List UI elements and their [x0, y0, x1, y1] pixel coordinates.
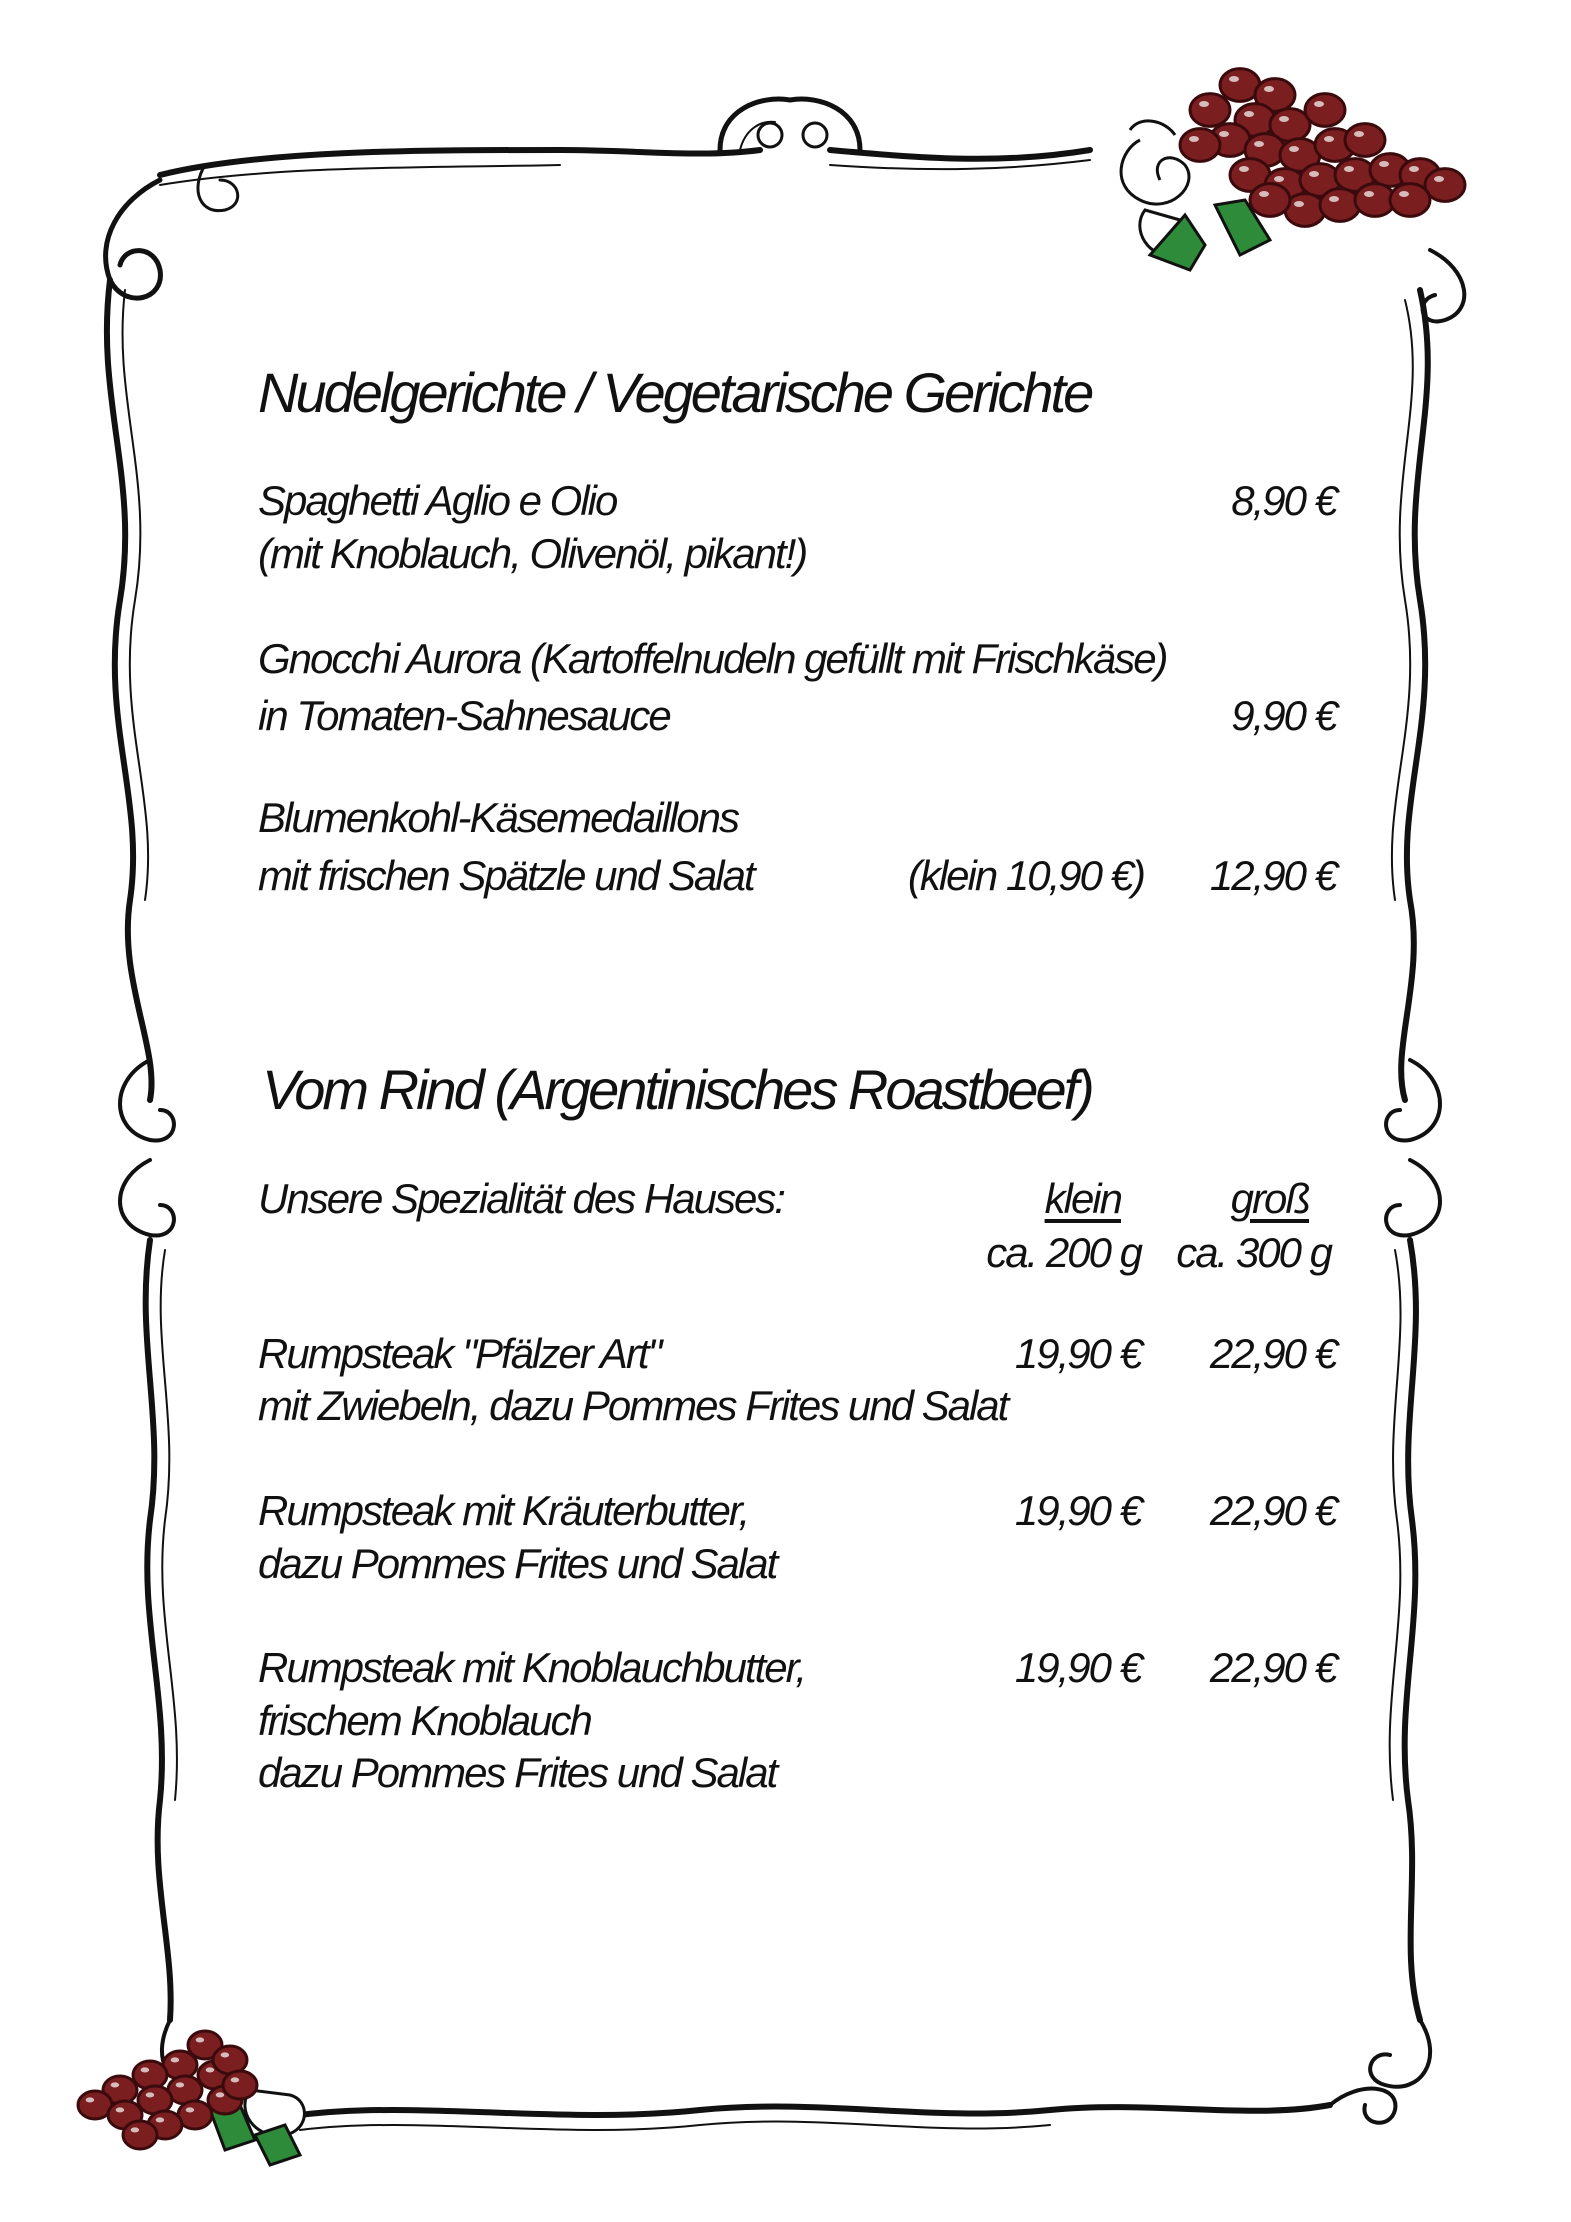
grape-highlight	[231, 2077, 240, 2082]
menu-item-price-small: 19,90 €	[1014, 1330, 1141, 1377]
grape-highlight	[1264, 86, 1274, 92]
menu-item-description: in Tomaten-Sahnesauce	[258, 692, 670, 739]
grape-highlight	[1254, 141, 1264, 147]
menu-item-name: Gnocchi Aurora (Kartoffelnudeln gefüllt mit Frischkäse)	[258, 635, 1167, 682]
grape-highlight	[131, 2127, 140, 2132]
grape-berry	[1180, 129, 1220, 162]
grape-highlight	[1314, 101, 1324, 107]
grape-highlight	[1274, 176, 1284, 182]
menu-item-description: dazu Pommes Frites und Salat	[258, 1749, 777, 1796]
menu-item-description: mit frischen Spätzle und Salat	[258, 852, 754, 899]
grape-highlight	[1354, 131, 1364, 137]
grape-highlight	[156, 2117, 165, 2122]
menu-item-price-large: 22,90 €	[1209, 1487, 1336, 1534]
grape-highlight	[146, 2092, 155, 2097]
grape-highlight	[1364, 191, 1374, 197]
menu-item-description: (mit Knoblauch, Olivenöl, pikant!)	[258, 530, 807, 577]
grape-highlight	[1279, 116, 1289, 122]
grape-highlight	[206, 2067, 215, 2072]
menu-item-description: mit Zwiebeln, dazu Pommes Frites und Salat	[258, 1382, 1008, 1429]
grape-highlight	[111, 2082, 120, 2087]
menu-item-price: 8,90 €	[1231, 477, 1336, 524]
grape-highlight	[186, 2107, 195, 2112]
grape-highlight	[1409, 166, 1419, 172]
grape-highlight	[1289, 146, 1299, 152]
grape-highlight	[1259, 191, 1269, 197]
grape-berry	[1190, 94, 1230, 127]
grape-highlight	[171, 2057, 180, 2062]
grape-berry	[1345, 124, 1385, 157]
grape-berry	[1390, 184, 1430, 217]
grape-highlight	[1309, 171, 1319, 177]
grape-highlight	[196, 2037, 205, 2042]
grape-highlight	[1239, 166, 1249, 172]
grape-cluster-icon	[78, 2031, 304, 2165]
grape-berry	[1305, 94, 1345, 127]
column-weight-small: ca. 200 g	[986, 1229, 1141, 1276]
menu-item-description: dazu Pommes Frites und Salat	[258, 1540, 777, 1587]
grape-highlight	[1329, 196, 1339, 202]
grape-highlight	[141, 2067, 150, 2072]
grape-cluster-icon	[1121, 69, 1465, 270]
section-heading-beef: Vom Rind (Argentinisches Roastbeef)	[262, 1058, 1092, 1121]
menu-item-price-large: 22,90 €	[1209, 1330, 1336, 1377]
grape-highlight	[1324, 136, 1334, 142]
grape-highlight	[221, 2052, 230, 2057]
menu-item-name: Spaghetti Aglio e Olio	[258, 477, 617, 524]
column-label-small: klein	[1044, 1175, 1121, 1222]
menu-item-name: Blumenkohl-Käsemedaillons	[258, 794, 738, 841]
menu-item-price-large: 22,90 €	[1209, 1644, 1336, 1691]
grape-highlight	[1189, 136, 1199, 142]
menu-item-name: Rumpsteak mit Knoblauchbutter,	[258, 1644, 805, 1691]
grape-highlight	[1434, 176, 1444, 182]
grape-highlight	[116, 2107, 125, 2112]
grape-highlight	[1199, 101, 1209, 107]
grape-berry	[223, 2071, 257, 2099]
column-weight-large: ca. 300 g	[1176, 1229, 1331, 1276]
grape-highlight	[1219, 131, 1229, 137]
menu-item-description: frischem Knoblauch	[258, 1697, 591, 1744]
grape-highlight	[86, 2097, 95, 2102]
grape-berry	[1250, 184, 1290, 217]
grape-highlight	[1294, 201, 1304, 207]
grape-highlight	[1379, 161, 1389, 167]
grape-berry	[123, 2121, 157, 2149]
grape-highlight	[1244, 111, 1254, 117]
grape-highlight	[176, 2082, 185, 2087]
menu-item-price-small: 19,90 €	[1014, 1487, 1141, 1534]
menu-item-name: Rumpsteak mit Kräuterbutter,	[258, 1487, 749, 1534]
grape-berry	[1320, 189, 1360, 222]
grape-highlight	[1344, 166, 1354, 172]
menu-item-price-small: 19,90 €	[1014, 1644, 1141, 1691]
menu-item-small-price: (klein 10,90 €)	[907, 852, 1144, 899]
grape-berry	[133, 2061, 167, 2089]
menu-item-name: Rumpsteak "Pfälzer Art"	[258, 1330, 661, 1377]
section-heading-pasta: Nudelgerichte / Vegetarische Gerichte	[258, 361, 1092, 424]
grape-highlight	[216, 2092, 225, 2097]
specialty-intro: Unsere Spezialität des Hauses:	[258, 1175, 784, 1222]
grape-highlight	[1399, 191, 1409, 197]
column-label-large: groß	[1230, 1175, 1309, 1222]
grape-highlight	[1229, 76, 1239, 82]
menu-item-price: 9,90 €	[1231, 692, 1336, 739]
menu-item-price: 12,90 €	[1209, 852, 1336, 899]
